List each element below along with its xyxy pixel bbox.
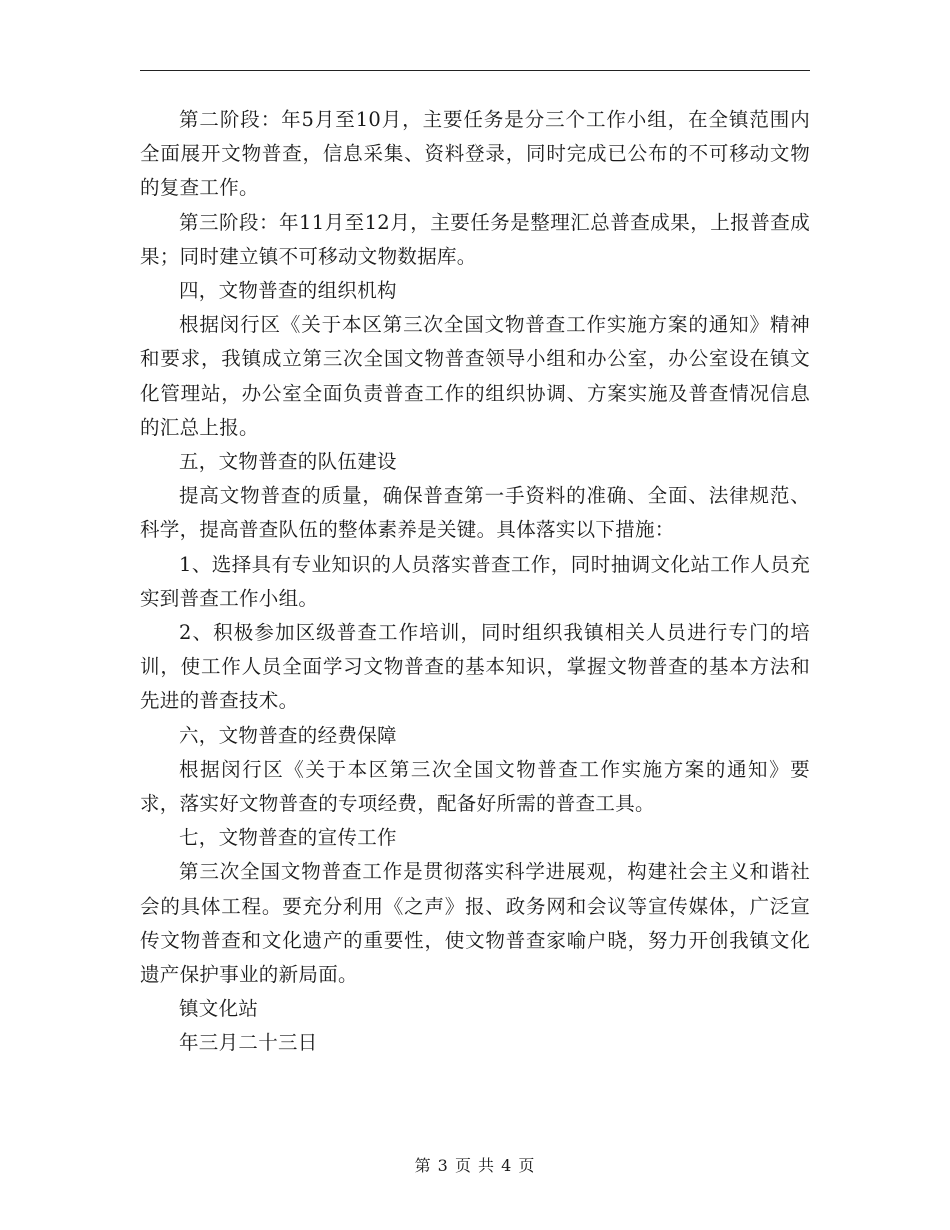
heading-organization: 四，文物普查的组织机构 [179, 279, 397, 303]
paragraph-stage-three: 第三阶段：年11月至12月，主要任务是整理汇总普查成果，上报普查成果；同时建立镇不可移动文物数据库。 [140, 210, 810, 268]
heading-funding: 六，文物普查的经费保障 [179, 723, 397, 747]
signature-date: 年三月二十三日 [179, 1031, 318, 1055]
list-item-2: 2、积极参加区级普查工作培训，同时组织我镇相关人员进行专门的培训，使工作人员全面学习文物普查的基本知识，掌握文物普查的基本方法和先进的普查技术。 [140, 621, 810, 713]
document-body [140, 103, 810, 1061]
header-rule [140, 70, 810, 71]
heading-publicity: 七，文物普查的宣传工作 [179, 826, 397, 850]
paragraph-funding: 根据闵行区《关于本区第三次全国文物普查工作实施方案的通知》要求，落实好文物普查的专项经费，配备好所需的普查工具。 [140, 757, 810, 816]
paragraph-team: 提高文物普查的质量，确保普查第一手资料的准确、全面、法律规范、科学，提高普查队伍的整体素养是关键。具体落实以下措施： [140, 484, 810, 542]
heading-team: 五，文物普查的队伍建设 [179, 450, 397, 474]
page-footer [0, 1153, 950, 1176]
signature-organization: 镇文化站 [179, 997, 259, 1021]
page-number-label: 第 3 页 共 4 页 [414, 1156, 536, 1175]
list-item-1: 1、选择具有专业知识的人员落实普查工作，同时抽调文化站工作人员充实到普查工作小组。 [140, 552, 810, 610]
paragraph-organization: 根据闵行区《关于本区第三次全国文物普查工作实施方案的通知》精神和要求，我镇成立第三次全国文物普查领导小组和办公室，办公室设在镇文化管理站，办公室全面负责普查工作的组织协调、方案实施及普查情况信息的汇总上报。 [140, 313, 810, 439]
paragraph-stage-two: 第二阶段：年5月至10月，主要任务是分三个工作小组，在全镇范围内全面展开文物普查，信息采集、资料登录，同时完成已公布的不可移动文物的复查工作。 [140, 108, 810, 200]
paragraph-publicity: 第三次全国文物普查工作是贯彻落实科学进展观，构建社会主义和谐社会的具体工程。要充分利用《之声》报、政务网和会议等宣传媒体，广泛宣传文物普查和文化遗产的重要性，使文物普查家喻户晓，努力开创我镇文化遗产保护事业的新局面。 [140, 860, 810, 987]
